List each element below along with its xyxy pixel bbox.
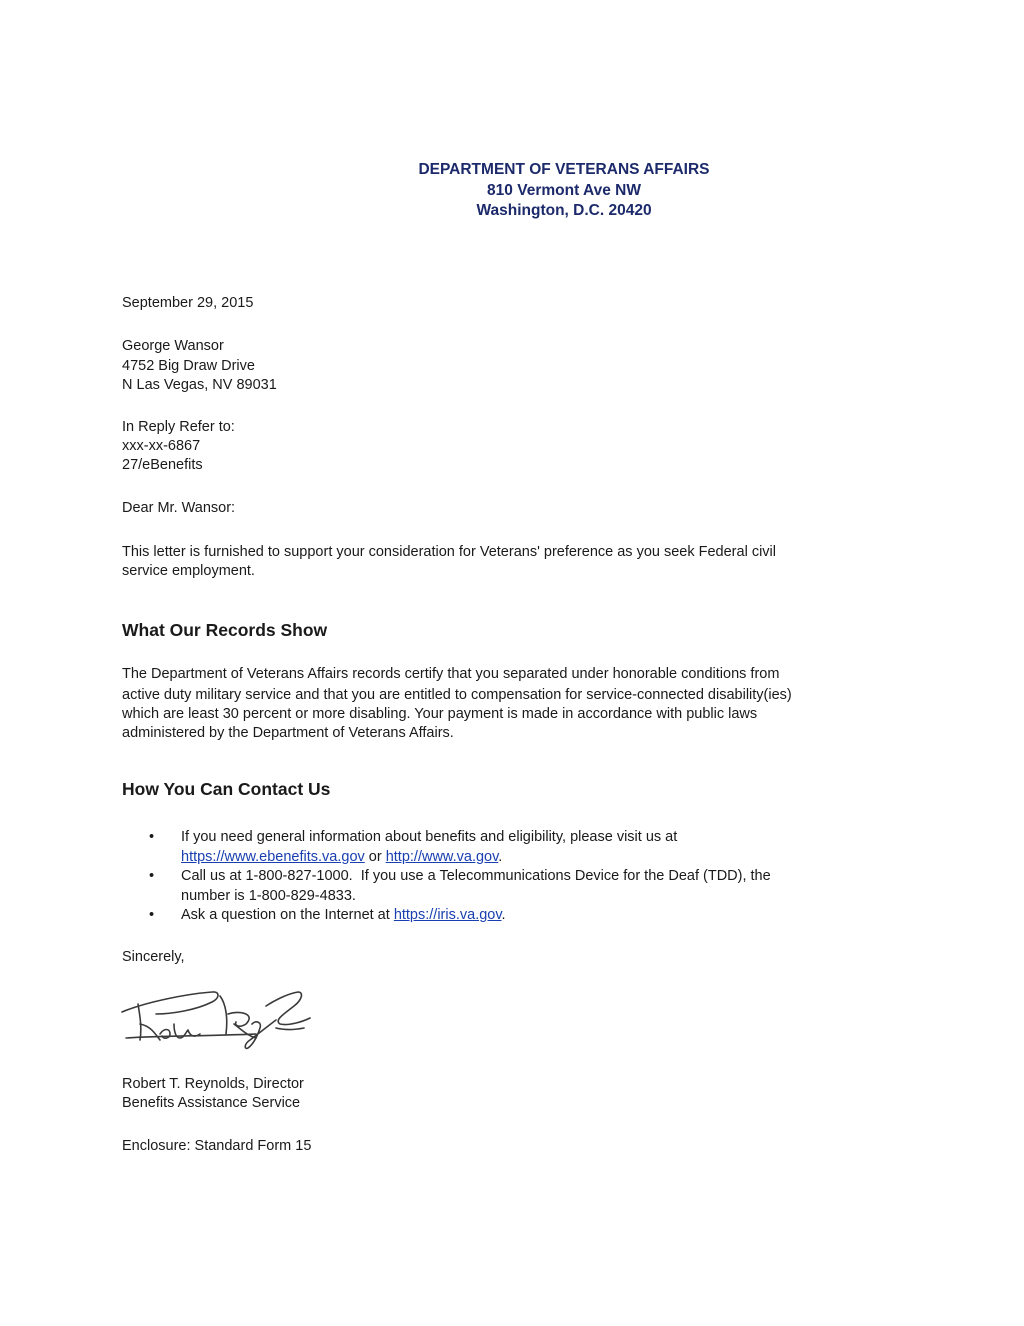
reply-reference-block bbox=[122, 418, 235, 475]
records-paragraph bbox=[122, 665, 792, 743]
recipient-block bbox=[122, 337, 277, 395]
iris-link[interactable]: https://iris.va.gov bbox=[393, 907, 502, 923]
salutation bbox=[122, 499, 235, 518]
bullet-icon: • bbox=[149, 829, 155, 845]
records-line3: which are least 30 percent or more disabling. Your payment is made in accordance with public laws bbox=[122, 706, 758, 722]
closing-text: Sincerely, bbox=[122, 949, 185, 965]
contact-item2-line1: Call us at 1-800-827-1000. If you use a Telecommunications Device for the Deaf (TDD), the bbox=[181, 868, 771, 884]
enclosure-text: Enclosure: Standard Form 15 bbox=[122, 1138, 312, 1154]
letterhead bbox=[0, 160, 1024, 222]
signer-office: Benefits Assistance Service bbox=[122, 1095, 301, 1111]
contact-heading: How You Can Contact Us bbox=[122, 779, 331, 799]
records-line1: The Department of Veterans Affairs records certify that you separated under honorable conditions from bbox=[122, 666, 780, 682]
signature-image bbox=[116, 984, 316, 1054]
bullet-icon: • bbox=[149, 907, 155, 923]
contact-item1-end: . bbox=[498, 848, 503, 865]
reply-label: In Reply Refer to: bbox=[122, 419, 235, 435]
records-line4: administered by the Department of Veterans Affairs. bbox=[122, 725, 454, 741]
closing bbox=[122, 948, 185, 967]
contact-item3-text: Ask a question on the Internet at bbox=[181, 907, 394, 923]
contact-item3-end: . bbox=[501, 907, 506, 923]
intro-line1: This letter is furnished to support your consideration for Veterans' preference as you seek Federal civil bbox=[122, 544, 776, 560]
signer-block bbox=[122, 1075, 304, 1113]
list-item bbox=[122, 867, 902, 906]
list-item bbox=[122, 906, 902, 926]
contact-item1-text: If you need general information about benefits and eligibility, please visit us at bbox=[181, 829, 678, 845]
records-line2: active duty military service and that you are entitled to compensation for service-connected disability(ies) bbox=[122, 687, 792, 703]
intro-paragraph bbox=[122, 543, 776, 581]
recipient-name: George Wansor bbox=[122, 338, 224, 354]
letterhead-street: 810 Vermont Ave NW bbox=[487, 181, 641, 199]
recipient-address-line1: 4752 Big Draw Drive bbox=[122, 358, 255, 374]
contact-item2-line2: number is 1-800-829-4833. bbox=[181, 887, 356, 904]
bullet-icon: • bbox=[149, 868, 155, 884]
letter-date bbox=[122, 294, 253, 313]
letterhead-city: Washington, D.C. 20420 bbox=[476, 202, 652, 219]
reference-code: 27/eBenefits bbox=[122, 457, 203, 473]
salutation-text: Dear Mr. Wansor: bbox=[122, 500, 236, 516]
records-heading: What Our Records Show bbox=[122, 620, 328, 640]
recipient-address-line2: N Las Vegas, NV 89031 bbox=[122, 377, 277, 393]
enclosure bbox=[122, 1137, 311, 1156]
signer-name-title: Robert T. Reynolds, Director bbox=[122, 1076, 304, 1092]
letterhead-org: DEPARTMENT OF VETERANS AFFAIRS bbox=[418, 161, 710, 178]
list-item bbox=[122, 828, 902, 867]
contact-list bbox=[122, 828, 902, 926]
file-number: xxx-xx-6867 bbox=[122, 438, 201, 454]
date-text: September 29, 2015 bbox=[122, 295, 254, 311]
ebenefits-link[interactable]: https://www.ebenefits.va.gov bbox=[181, 848, 365, 865]
va-gov-link[interactable]: http://www.va.gov bbox=[385, 848, 499, 865]
contact-item1-or: or bbox=[364, 848, 386, 865]
intro-line2: service employment. bbox=[122, 563, 255, 579]
